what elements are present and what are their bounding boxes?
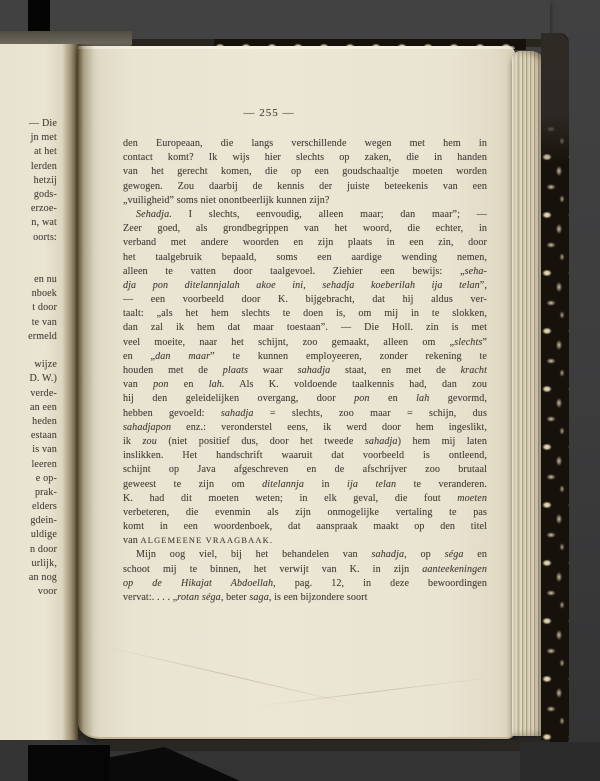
left-page-text-fragment: t door (32, 302, 57, 314)
text-line: alleen te vatten door taalgevoel. Ziehier een bewijs: „seha- (123, 265, 487, 277)
text-line: taalt: „als het hem slechts te doen is, om mij in te slokken, (123, 308, 487, 320)
text-line: houden met de plaats waar sahadja staat, en met de kracht (123, 365, 487, 376)
left-page-text-fragment: is van (32, 444, 57, 456)
text-line: op de Hikajat Abdoellah, pag. 12, in deze bewoordingen (123, 577, 487, 589)
text-line: het taalgebruik bepaald, soms een aardige wending nemen, (123, 251, 487, 263)
text-line: van ALGEMEENE VRAAGBAAK. (123, 535, 274, 547)
page-content (123, 46, 487, 605)
right-page (78, 46, 515, 739)
text-line: verbeteren, die evenmin als zijn onmogelijke vertaling te pas (123, 506, 487, 518)
text-line: schijnt op Java afgeschreven en de afschrijver zoo brutaal (123, 464, 487, 476)
left-page-text-fragment: n door (30, 543, 57, 555)
text-line: contact komt? Ik wijs hier slechts op zaken, die in handen (123, 152, 487, 164)
left-page-text-fragment: — Die (29, 118, 57, 129)
left-page-text-fragment: wijze (34, 359, 57, 371)
left-page-text-fragment: e op- (35, 472, 57, 484)
text-line: „vuiligheid” soms niet onontbeerlijk kunnen zijn? (123, 194, 330, 206)
bottom-right-shadow (520, 742, 600, 781)
text-line: K. had dit moeten weten; in elk geval, die fout moeten (123, 492, 487, 504)
left-page-text-fragment: leeren (31, 458, 57, 470)
page-number: — 255 — (243, 107, 295, 119)
left-page-text-fragment: verde- (30, 387, 57, 399)
left-page-text-fragment: hetzij (33, 174, 57, 186)
text-line: — een voorbeeld door K. bijgebracht, dat hij aldus ver- (123, 294, 487, 306)
left-page-text (0, 44, 78, 599)
left-page-text-fragment: heden (32, 415, 57, 427)
left-page-edge (0, 44, 78, 740)
left-page-text-fragment: jn met (30, 132, 57, 144)
text-line: komt in een woordenboek, dat aanspraak maakt op den titel (123, 521, 487, 533)
text-line: vervat:. . . . „rotan séga, beter saga, is een bijzondere soort (123, 592, 368, 603)
text-line: Sehadja. I slechts, eenvoudig, alleen maar; dan maar”; — (136, 208, 487, 220)
left-page-text-fragment: te van (31, 316, 57, 328)
text-line: verband met andere woorden en zijn plaats in een zin, door (123, 237, 487, 249)
left-page-text-fragment: ermeld (28, 330, 57, 342)
left-page-text-fragment (0, 344, 57, 358)
text-line: en „dan maar” te kunnen employeeren, zonder rekening te (123, 350, 487, 362)
left-page-text-fragment: oorts: (33, 231, 57, 243)
left-page-text-fragment: D. W.) (29, 373, 57, 385)
text-line: hebben gevoeld: sahadja = slechts, zoo maar = schijn, dus (123, 407, 487, 419)
left-page-text-fragment: at het (33, 146, 57, 158)
black-background-cutout-bottom (28, 745, 110, 781)
left-page-text-fragment: erzoe- (30, 203, 57, 215)
left-page-text-fragment: voor (37, 586, 57, 598)
text-line: ik zou (niet positief dus, door het tweede sahadja) hem mij laten (123, 435, 487, 447)
text-line: inslikken. Het handschrift waaruit dat voorbeeld is ontleend, (123, 450, 487, 462)
text-line: Mijn oog viel, bij het behandelen van sahadja, op séga en (136, 549, 487, 561)
left-page-text-fragment: estaan (30, 430, 57, 442)
text-line: schoot mij te binnen, het verwijt van K. in zijn aanteekeningen (123, 563, 487, 575)
left-page-text-fragment (0, 245, 57, 259)
left-page-text-fragment: gods- (33, 188, 57, 200)
left-page-text-fragment: an nog (28, 572, 57, 583)
text-line: hij den geleidelijken overgang, door pon en lah gevormd, (123, 393, 487, 405)
body-text (123, 137, 487, 605)
left-page-text-fragment: uldige (30, 529, 57, 541)
left-page-text-fragment: en nu (34, 274, 57, 286)
text-line: geweest te zijn om ditelannja in ija telan te veranderen. (123, 478, 487, 490)
left-page-text-fragment (0, 259, 57, 273)
left-page-text-fragment: prak- (34, 486, 57, 498)
text-line: sahadjapon enz.: veronderstel eens, ik werd door hem ingeslikt, (123, 421, 487, 433)
text-line: van het gerecht komen, die op een goudschaaltje moeten worden (123, 166, 487, 178)
text-line: Zeer goed, als grondbegrippen van het woord, die echter, in (123, 223, 487, 235)
left-page-text-fragment: lerden (30, 160, 57, 172)
text-line: den Europeaan, die langs verschillende wegen met hem in (123, 138, 487, 149)
text-line: van pon en lah. Als K. voldoende taalkennis had, dan zou (123, 379, 487, 391)
text-line: veel moeite, naar het schijnt, zoo gemaakt, alleen om „slechts” (123, 336, 487, 348)
left-page-text-fragment: gdein- (30, 515, 57, 527)
left-page-text-fragment: urlijk, (31, 557, 57, 569)
left-page-text-fragment: n, wat (31, 217, 57, 229)
text-line: dja pon ditelannjalah akoe ini, sehadja koeberilah ija telan”, (123, 279, 487, 291)
left-page-text-fragment: nboek (31, 288, 57, 300)
black-background-cutout-bottom-wedge (110, 747, 240, 781)
text-line: gewogen. Zou daarbij de kennis der juiste beteekenis van een (123, 180, 487, 192)
left-page-text-fragment: elders (31, 501, 57, 513)
left-page-text-fragment: an een (30, 401, 57, 413)
cover-corner-shadow (541, 33, 569, 165)
text-line: dan zal ik hem dat maar toestaan”. — Die Holl. zin is met (123, 322, 487, 334)
